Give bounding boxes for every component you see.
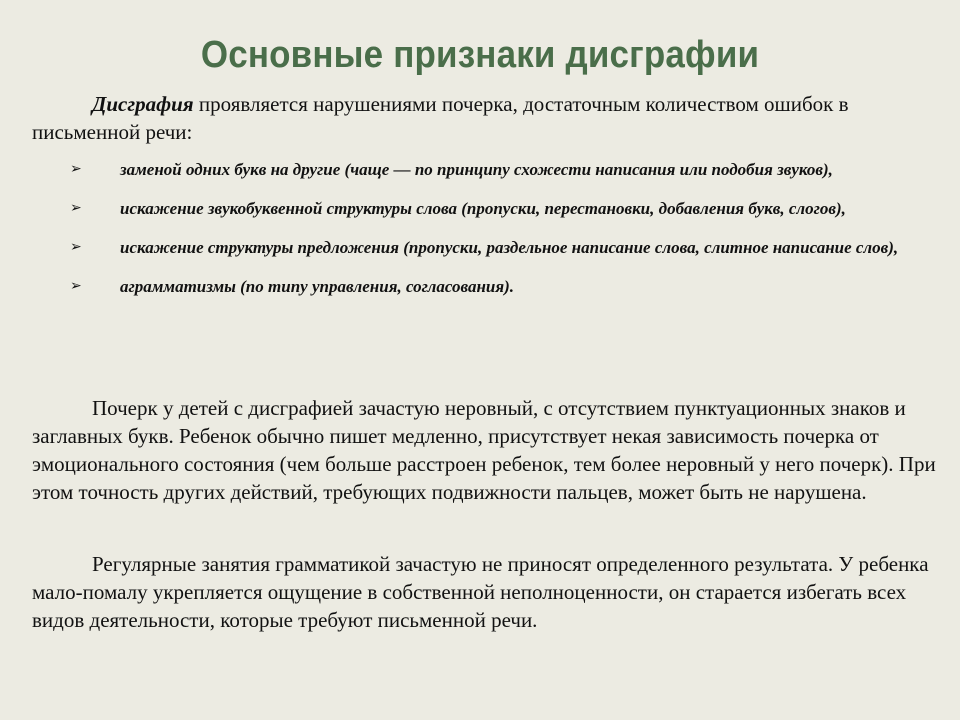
intro-term: Дисграфия: [92, 92, 194, 116]
intro-paragraph: [32, 90, 932, 146]
handwriting-paragraph: Почерк у детей с дисграфией зачастую неровный, с отсутствием пунктуационных знаков и заглавных букв. Ребенок обычно пишет медленно, присутствует некая зависимость почерка от эмоционального состояния (чем больше расстроен ребенок, тем более неровный у него почерк). При этом точность других действий, требующих подвижности пальцев, может быть не нарушена.: [32, 396, 936, 504]
list-item-text: аграмматизмы (по типу управления, согласования).: [120, 277, 515, 296]
slide-title: Основные признаки дисграфии: [200, 34, 760, 76]
list-item-text: искажение структуры предложения (пропуски, раздельное написание слова, слитное написание слов),: [120, 238, 899, 257]
arrow-bullet-icon: ➢: [70, 162, 82, 177]
grammar-lessons-paragraph: Регулярные занятия грамматикой зачастую не приносят определенного результата. У ребенка мало-помалу укрепляется ощущение в собственной неполноценности, он старается избегать всех видов деятельности, которые требуют письменной речи.: [32, 552, 929, 632]
arrow-bullet-icon: ➢: [70, 279, 82, 294]
arrow-bullet-icon: ➢: [70, 240, 82, 255]
list-item: [70, 156, 940, 183]
arrow-bullet-icon: ➢: [70, 201, 82, 216]
list-item: [70, 195, 940, 222]
intro-text: проявляется нарушениями почерка, достаточным количеством ошибок в письменной речи:: [32, 92, 849, 144]
list-item: [70, 273, 940, 300]
list-item: [70, 234, 940, 261]
list-item-text: искажение звукобуквенной структуры слова (пропуски, перестановки, добавления букв, слогов),: [120, 199, 846, 218]
list-item-text: заменой одних букв на другие (чаще — по принципу схожести написания или подобия звуков),: [120, 160, 833, 179]
symptom-list: [70, 156, 940, 312]
